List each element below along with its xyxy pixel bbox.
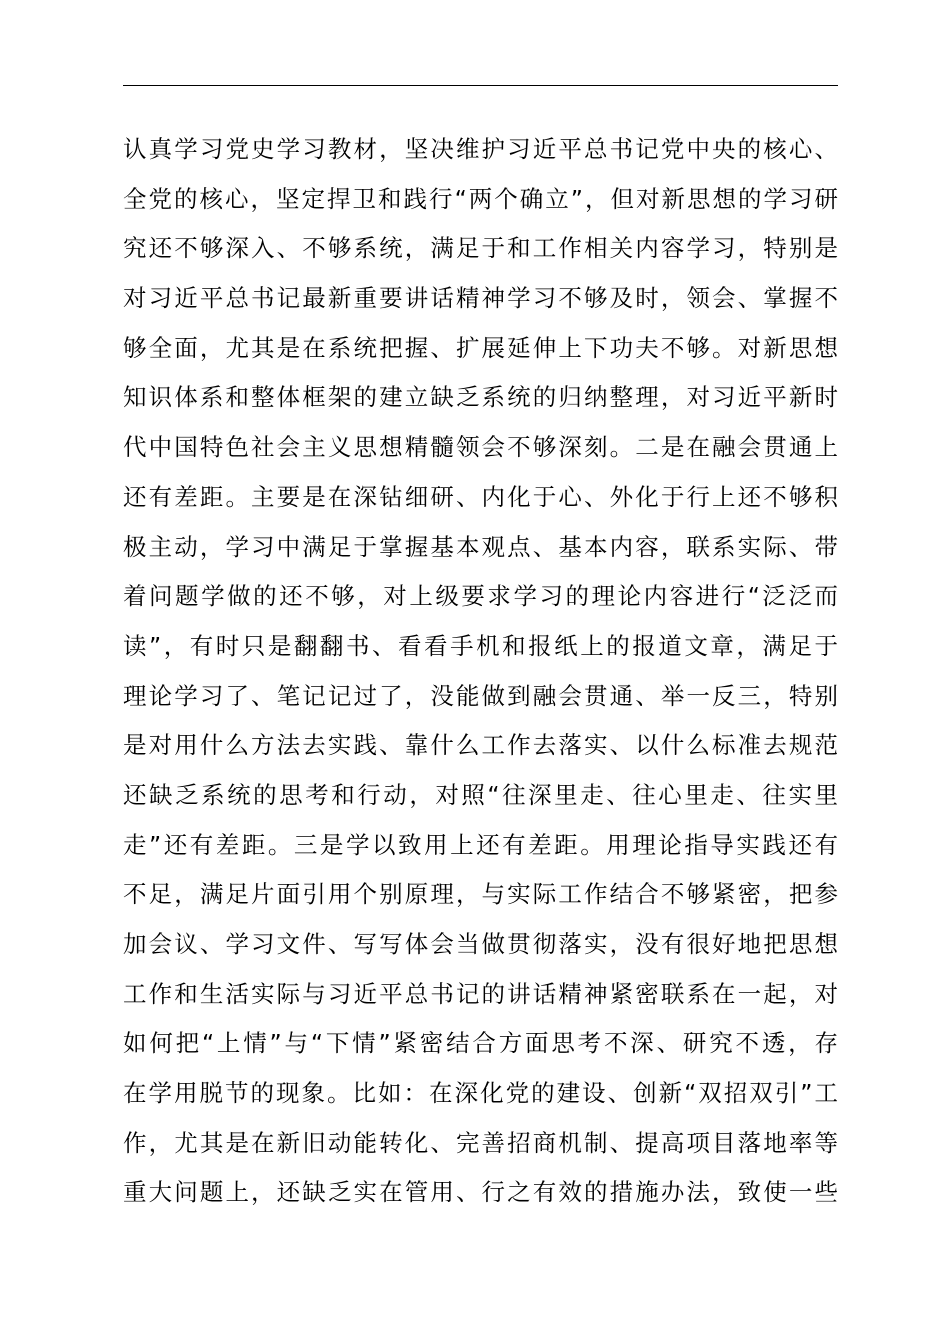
text-line: 认真学习党史学习教材，坚决维护习近平总书记党中央的核心、	[123, 135, 838, 163]
header-divider	[123, 85, 838, 86]
text-line: 读”，有时只是翻翻书、看看手机和报纸上的报道文章，满足于	[123, 631, 838, 660]
text-line: 够全面，尤其是在系统把握、扩展延伸上下功夫不够。对新思想	[123, 333, 838, 362]
text-line: 重大问题上，还缺乏实在管用、行之有效的措施办法，致使一些	[123, 1178, 838, 1207]
text-line: 走”还有差距。三是学以致用上还有差距。用理论指导实践还有	[123, 830, 838, 859]
text-line: 工作和生活实际与习近平总书记的讲话精神紧密联系在一起，对	[123, 979, 838, 1008]
text-line: 还缺乏系统的思考和行动，对照“往深里走、往心里走、往实里	[123, 780, 838, 809]
text-line: 作，尤其是在新旧动能转化、完善招商机制、提高项目落地率等	[123, 1128, 838, 1157]
text-line: 着问题学做的还不够，对上级要求学习的理论内容进行“泛泛而	[123, 582, 838, 611]
text-line: 在学用脱节的现象。比如：在深化党的建设、创新“双招双引”工	[123, 1079, 838, 1108]
text-line: 极主动，学习中满足于掌握基本观点、基本内容，联系实际、带	[123, 532, 838, 561]
body-paragraph	[123, 125, 838, 1218]
text-line: 还有差距。主要是在深钻细研、内化于心、外化于行上还不够积	[123, 482, 838, 511]
text-line: 加会议、学习文件、写写体会当做贯彻落实，没有很好地把思想	[123, 930, 838, 958]
text-line: 知识体系和整体框架的建立缺乏系统的归纳整理，对习近平新时	[123, 383, 838, 412]
text-line: 是对用什么方法去实践、靠什么工作去落实、以什么标准去规范	[123, 731, 838, 760]
text-line: 代中国特色社会主义思想精髓领会不够深刻。二是在融会贯通上	[123, 433, 838, 462]
text-line: 究还不够深入、不够系统，满足于和工作相关内容学习，特别是	[123, 234, 838, 263]
text-line: 全党的核心，坚定捍卫和践行“两个确立”，但对新思想的学习研	[123, 184, 838, 213]
text-line: 对习近平总书记最新重要讲话精神学习不够及时，领会、掌握不	[123, 284, 838, 313]
text-line: 理论学习了、笔记记过了，没能做到融会贯通、举一反三，特别	[123, 681, 838, 710]
text-line: 如何把“上情”与“下情”紧密结合方面思考不深、研究不透，存	[123, 1029, 838, 1058]
text-line: 不足，满足片面引用个别原理，与实际工作结合不够紧密，把参	[123, 880, 838, 909]
